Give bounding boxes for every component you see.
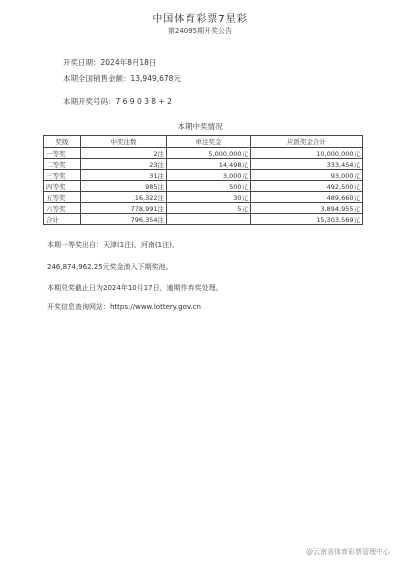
winner-count: 778,991注 bbox=[81, 203, 167, 214]
total-label: 合计 bbox=[44, 214, 81, 225]
info-website: 开奖信息查询网站：https://www.lottery.gov.cn bbox=[47, 303, 201, 311]
total-count: 796,354注 bbox=[81, 214, 167, 225]
header-cell: 中奖注数 bbox=[81, 136, 167, 148]
header-cell: 应派奖金合计 bbox=[251, 136, 363, 148]
page-title: 中国体育彩票7星彩 bbox=[152, 14, 248, 25]
prize-total: 3,894,955元 bbox=[251, 203, 363, 214]
prize-per-ticket: 3,000元 bbox=[167, 170, 251, 181]
prize-total: 10,000,000元 bbox=[251, 148, 363, 159]
prize-level: 五等奖 bbox=[44, 192, 81, 203]
prize-level: 一等奖 bbox=[44, 148, 81, 159]
prize-total: 492,500元 bbox=[251, 181, 363, 192]
table-header-row bbox=[44, 136, 363, 148]
table-title: 本期中奖情况 bbox=[177, 122, 223, 131]
prize-total: 333,454元 bbox=[251, 159, 363, 170]
table-total-row bbox=[44, 214, 363, 225]
watermark: @云南省体育彩票管理中心 bbox=[306, 548, 390, 556]
prize-level: 六等奖 bbox=[44, 203, 81, 214]
winner-count: 23注 bbox=[81, 159, 167, 170]
winner-count: 2注 bbox=[81, 148, 167, 159]
table-row bbox=[44, 148, 363, 159]
total-amount: 15,303,569元 bbox=[251, 214, 363, 225]
table-row bbox=[44, 203, 363, 214]
prize-per-ticket: 5,000,000元 bbox=[167, 148, 251, 159]
table-row bbox=[44, 181, 363, 192]
prize-level: 二等奖 bbox=[44, 159, 81, 170]
prize-per-ticket: 5元 bbox=[167, 203, 251, 214]
header-cell: 单注奖金 bbox=[167, 136, 251, 148]
claim-deadline: 本期兑奖截止日为2024年10月17日，逾期作弃奖处理。 bbox=[47, 284, 223, 292]
first-prize-origin: 本期一等奖出自：天津(1注)、河南(1注)。 bbox=[47, 241, 179, 249]
winner-count: 985注 bbox=[81, 181, 167, 192]
prize-per-ticket: 14,498元 bbox=[167, 159, 251, 170]
prize-per-ticket: 30元 bbox=[167, 192, 251, 203]
winner-count: 31注 bbox=[81, 170, 167, 181]
table-row bbox=[44, 170, 363, 181]
sales-amount: 本期全国销售金额：13,949,678元 bbox=[63, 74, 181, 83]
jackpot-rollover: 246,874,962.25元奖金滚入下期奖池。 bbox=[47, 263, 173, 271]
header-cell: 奖级 bbox=[44, 136, 81, 148]
table-row bbox=[44, 159, 363, 170]
winning-numbers: 本期开奖号码：7 6 9 0 3 8 + 2 bbox=[63, 97, 172, 106]
prize-table bbox=[43, 135, 363, 225]
prize-total: 489,660元 bbox=[251, 192, 363, 203]
draw-date: 开奖日期：2024年8月18日 bbox=[63, 58, 157, 67]
prize-total: 93,000元 bbox=[251, 170, 363, 181]
page-subtitle: 第24095期开奖公告 bbox=[167, 27, 233, 35]
table-row bbox=[44, 192, 363, 203]
winner-count: 16,322注 bbox=[81, 192, 167, 203]
prize-per-ticket: 500元 bbox=[167, 181, 251, 192]
total-empty bbox=[167, 214, 251, 225]
prize-level: 三等奖 bbox=[44, 170, 81, 181]
prize-level: 四等奖 bbox=[44, 181, 81, 192]
